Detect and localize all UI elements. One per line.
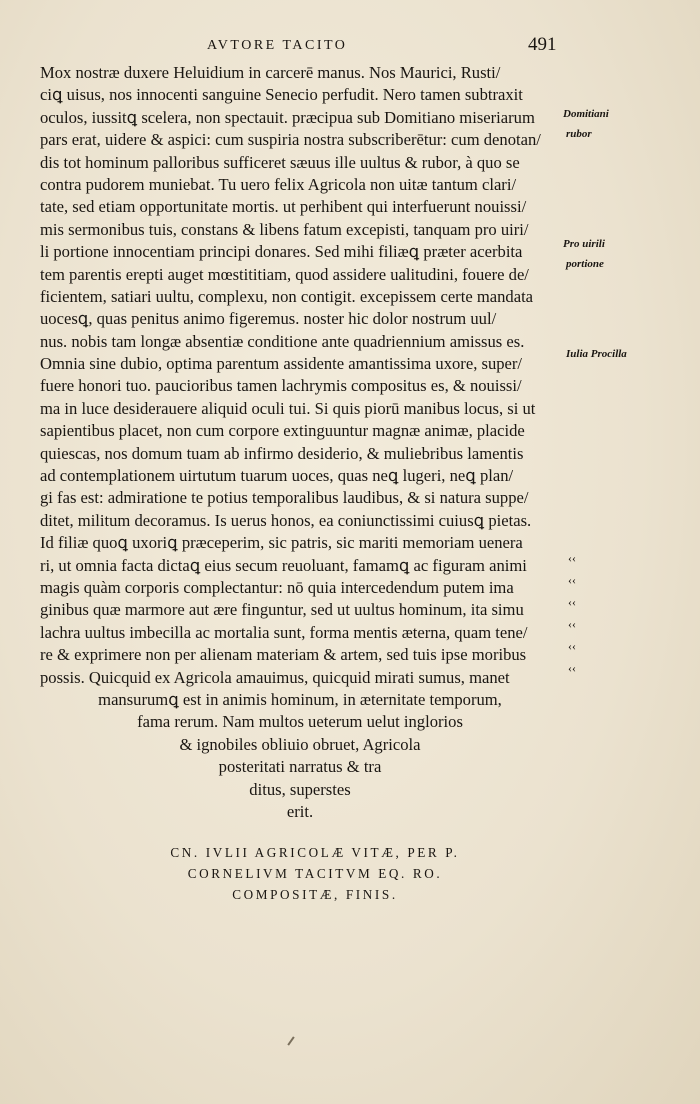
text-line: ad contemplationem uirtutum tuarum uoces, quas neꝗ lugeri, neꝗ plan/ [40,466,514,486]
text-line: erit. [286,801,314,821]
text-line: fama rerum. Nam multos ueterum uelut inglorios [137,712,463,732]
text-line: Mox nostræ duxere Heluidium in carcerē manus. Nos Maurici, Rusti/ [40,63,501,82]
ink-mark [287,1036,294,1045]
margin-note: Pro uirili [563,238,605,250]
text-line: li portione innocentiam principi donares. Sed mihi filiæꝗ præter acerbita [40,242,523,262]
text-line: ma in luce desiderauere aliquid oculi tui. Si quis piorū manibus locus, si ut [40,398,536,418]
text-line: fuere honori tuo. paucioribus tamen lachrymis compositus es, & nouissi/ [40,376,522,396]
colophon-line: COMPOSITÆ, FINIS. [232,887,398,902]
text-line: tate, sed etiam opportunitate mortis. ut perhibent qui interfuerunt nouissi/ [40,197,527,217]
running-title: AVTORE TACITO [207,38,348,53]
text-line: Id filiæ quoꝗ uxoriꝗ præceperim, sic patris, sic mariti memoriam uenera [40,533,523,553]
text-line: posteritati narratus & tra [218,757,382,777]
text-line: gi fas est: admiratione te potius temporalibus laudibus, & si natura suppe/ [40,488,529,508]
margin-note: rubor [566,128,592,140]
quote-mark: ‹‹ [568,595,576,609]
text-line: lachra uultus imbecilla ac mortalia sunt, forma mentis æterna, quam tene/ [40,622,528,642]
quote-mark: ‹‹ [568,573,576,587]
text-line: ciꝗ uisus, nos innocenti sanguine Senecio perfudit. Nero tamen subtraxit [40,85,523,105]
text-line: ficientem, satiari uultu, complexu, non contigit. excepissem certe mandata [40,286,534,306]
text-line: quiescas, nos domum tuam ab infirmo desiderio, & muliebribus lamentis [40,443,524,463]
colophon-line: CN. IVLII AGRICOLÆ VITÆ, PER P. [170,845,460,860]
margin-note: portione [566,258,604,270]
text-line: possis. Quicquid ex Agricola amauimus, quicquid mirati sumus, manet [40,667,510,687]
text-line: dis tot hominum palloribus sufficeret sæuus ille uultus & rubor, à quo se [40,152,520,172]
text-line: contra pudorem muniebat. Tu uero felix Agricola non uitæ tantum clari/ [40,174,517,194]
text-line: re & exprimere non per alienam materiam & artem, sed tuis ipse moribus [40,645,527,665]
text-line: mis sermonibus tuis, constans & libens fatum excepisti, tanquam pro uiri/ [40,219,529,239]
quote-mark: ‹‹ [568,551,576,565]
page-number: 491 [528,34,557,55]
text-line: Omnia sine dubio, optima parentum assidente amantissima uxore, super/ [40,354,523,374]
text-line: ditus, superstes [249,779,351,799]
text-line: oculos, iussitꝗ scelera, non spectauit. præcipua sub Domitiano miseriarum [40,107,535,127]
text-line: & ignobiles obliuio obruet, Agricola [179,734,421,754]
text-line: nus. nobis tam longæ absentiæ conditione ante quadriennium amissus es. [40,331,525,351]
colophon-line: CORNELIVM TACITVM EQ. RO. [187,866,443,881]
text-line: mansurumꝗ est in animis hominum, in æternitate temporum, [98,689,502,709]
text-line: sapientibus placet, non cum corpore extinguuntur magnæ animæ, placide [40,421,525,441]
text-line: ri, ut omnia facta dictaꝗ eius secum reuoluant, famamꝗ ac figuram animi [40,555,527,575]
text-line: pars erat, uidere & aspici: cum suspiria nostra subscriberētur: cum denotan/ [40,130,541,150]
margin-note: Domitiani [563,108,609,120]
text-line: ginibus quæ marmore aut ære finguntur, sed ut uultus hominum, ita simu [40,600,524,620]
main-text [40,62,580,823]
quote-mark: ‹‹ [568,661,576,675]
text-line: uocesꝗ, quas penitus animo figeremus. noster hic dolor nostrum uul/ [40,309,497,329]
text-line: ditet, militum decoramus. Is uerus honos, ea coniunctissimi cuiusꝗ pietas. [40,510,532,530]
margin-note: Iulia Procilla [566,348,627,360]
quote-mark: ‹‹ [568,617,576,631]
colophon [60,842,570,905]
quote-mark: ‹‹ [568,639,576,653]
text-line: tem parentis erepti auget mœstititiam, quod assidere ualitudini, fouere de/ [40,264,529,284]
text-line: magis quàm corporis complectantur: nō quia intercedendum putem ima [40,577,514,597]
